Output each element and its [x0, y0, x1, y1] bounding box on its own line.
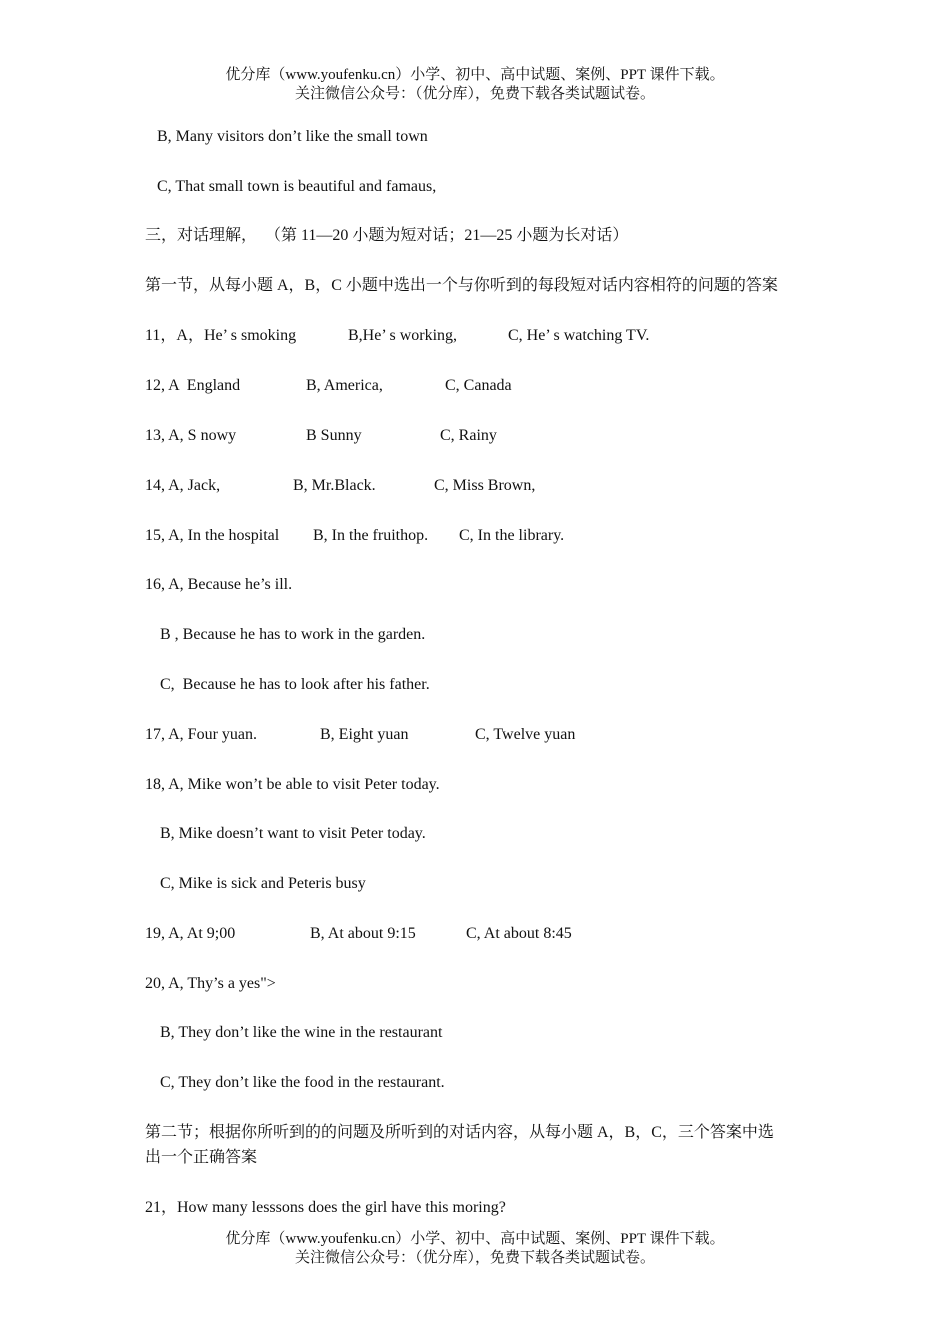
- q19-option-b: B, At about 9:15: [310, 925, 416, 942]
- q12-option-a: 12, A England: [145, 377, 241, 394]
- q12-option-b: B, America,: [306, 377, 383, 394]
- section3-title: 三，对话理解， （第 11—20 小题为短对话；21—25 小题为长对话）: [145, 227, 629, 244]
- part1-instruction: 第一节，从每小题 A，B，C 小题中选出一个与你听到的每段短对话内容相符的问题的答案: [145, 277, 778, 294]
- q16-option-a: 16, A, Because he’s ill.: [145, 576, 293, 593]
- q18-option-a: 18, A, Mike won’t be able to visit Peter today.: [145, 776, 440, 793]
- q17-option-c: C, Twelve yuan: [475, 726, 576, 743]
- q14-option-b: B, Mr.Black.: [293, 477, 376, 494]
- q17-option-b: B, Eight yuan: [320, 726, 409, 743]
- q19-option-a: 19, A, At 9;00: [145, 925, 236, 942]
- option-b-top: B, Many visitors don’t like the small town: [157, 128, 428, 145]
- q15-option-b: B, In the fruithop.: [313, 527, 429, 544]
- header-line-2: 关注微信公众号：（优分库），免费下载各类试题试卷。: [294, 86, 655, 102]
- q12-option-c: C, Canada: [445, 377, 512, 394]
- header-line-1: 优分库（www.youfenku.cn）小学、初中、高中试题、案例、PPT 课件下载。: [225, 67, 725, 83]
- q11-option-c: C, He’ s watching TV.: [508, 327, 650, 344]
- q18-option-c: C, Mike is sick and Peteris busy: [160, 875, 366, 892]
- q19-option-c: C, At about 8:45: [466, 925, 572, 942]
- part2-instruction-line-2: 出一个正确答案: [145, 1149, 258, 1166]
- question-21: 21，How many lesssons does the girl have this moring?: [145, 1199, 506, 1216]
- page-footer: [0, 1230, 950, 1268]
- q14-option-a: 14, A, Jack,: [145, 477, 221, 494]
- part2-instruction-line-1: 第二节；根据你所听到的的问题及所听到的对话内容，从每小题 A，B，C，三个答案中选: [145, 1124, 774, 1141]
- q11-option-a: 11，A，He’ s smoking: [145, 327, 297, 344]
- q15-option-a: 15, A, In the hospital: [145, 527, 280, 544]
- q16-option-b: B , Because he has to work in the garden.: [160, 626, 426, 643]
- q20-option-b: B, They don’t like the wine in the restaurant: [160, 1024, 443, 1041]
- footer-line-2: 关注微信公众号：（优分库），免费下载各类试题试卷。: [294, 1250, 655, 1266]
- q15-option-c: C, In the library.: [459, 527, 565, 544]
- q20-option-c: C, They don’t like the food in the restaurant.: [160, 1074, 445, 1091]
- q11-option-b: B,He’ s working,: [348, 327, 458, 344]
- q13-option-c: C, Rainy: [440, 427, 497, 444]
- page-header-top: [0, 66, 950, 104]
- q18-option-b: B, Mike doesn’t want to visit Peter today.: [160, 825, 426, 842]
- q20-option-a: 20, A, Thy’s a yes">: [145, 975, 276, 992]
- q13-option-a: 13, A, S nowy: [145, 427, 237, 444]
- q14-option-c: C, Miss Brown,: [434, 477, 536, 494]
- option-c-top: C, That small town is beautiful and famaus,: [157, 178, 437, 195]
- footer-line-1: 优分库（www.youfenku.cn）小学、初中、高中试题、案例、PPT 课件下载。: [225, 1231, 725, 1247]
- q16-option-c: C, Because he has to look after his father.: [160, 676, 430, 693]
- q17-option-a: 17, A, Four yuan.: [145, 726, 257, 743]
- q13-option-b: B Sunny: [306, 427, 362, 444]
